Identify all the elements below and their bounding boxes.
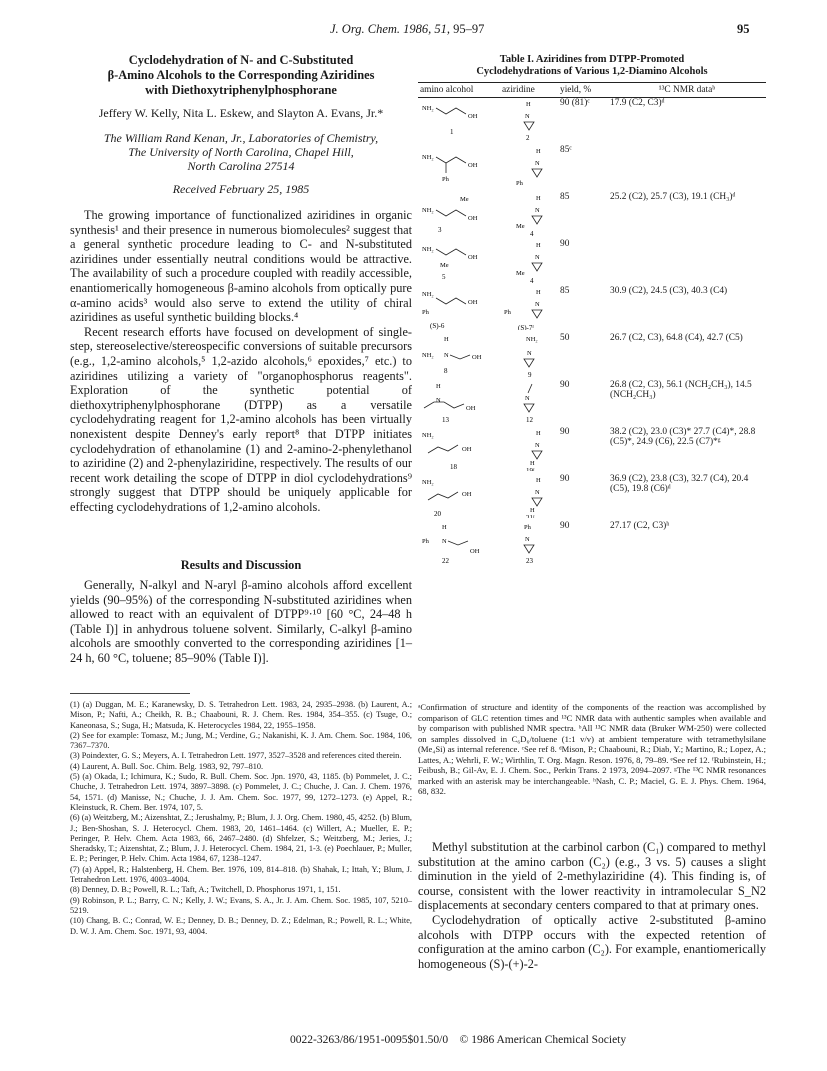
atom-label: H [536, 148, 541, 155]
atom-label: H [536, 195, 541, 202]
atom-label: Me [440, 262, 449, 269]
amino-alcohol-structure [420, 145, 498, 189]
column-header: ¹³C NMR dataᵇ [608, 83, 766, 98]
aziridine-structure [502, 427, 556, 471]
compound-number: 19ᶠ [526, 467, 535, 471]
atom-label: N [535, 489, 540, 496]
table-row [418, 521, 766, 568]
table-row [418, 380, 766, 427]
atom-label: N [535, 254, 540, 261]
compound-number: 22 [442, 557, 449, 565]
results-paragraph: Generally, N-alkyl and N-aryl β-amino alcohols afford excellent yields (90–95%) of the corresponding N-substituted aziridines when allowed to react with an equivalent of DTPP⁹·¹⁰ [60 °C, 24–48 h (Table I)] in anhydrous toluene solvent. Similarly, C-alkyl β-amino alcohols are smoothly converted to the corresponding aziridines [1–24 h, 60 °C, toluene; 85–90% (Table I)]. [70, 578, 412, 665]
authors: Jeffery W. Kelly, Nita L. Eskew, and Slayton A. Evans, Jr.* [98, 106, 384, 120]
atom-label: Ph [524, 524, 531, 531]
introduction [70, 208, 412, 514]
atom-label: NH₂ [422, 432, 434, 439]
atom-label: OH [470, 548, 480, 555]
atom-label: H [530, 507, 535, 514]
atom-label: NH₂ [422, 291, 434, 298]
yield-cell: 50 [560, 333, 570, 343]
reference-item: (8) Denney, D. B.; Powell, R. L.; Taft, A.; Twitchell, D. Phosphorus 1971, 1, 151. [70, 885, 341, 895]
nmr-cell: 27.17 (C2, C3)ʰ [610, 521, 670, 531]
compound-number: 20 [434, 510, 441, 518]
atom-label: Me [516, 223, 525, 230]
body-paragraph: Cyclodehydration of optically active 2-substituted β-amino alcohols with DTPP occurs with the expected retention of configuration at the amino carbon (C₂). For example, enantiomerically homogeneous (S)-(+)-2- [418, 912, 766, 971]
atom-label: H [536, 289, 541, 296]
atom-label: Ph [422, 538, 429, 545]
compound-number: 3 [438, 226, 442, 234]
atom-label: Ph [516, 180, 523, 187]
table-row [418, 239, 766, 286]
amino-alcohol-structure [420, 98, 498, 144]
yield-cell: 85 [560, 192, 570, 202]
atom-label: N [525, 536, 530, 543]
aziridine-structure [502, 286, 556, 330]
atom-label: H [536, 242, 541, 249]
aziridine-structure [502, 474, 556, 518]
atom-label: OH [466, 405, 476, 412]
atom-label: OH [468, 215, 478, 222]
received-date: Received February 25, 1985 [172, 182, 310, 196]
structure-drawing [420, 98, 498, 142]
column-header: aziridine [500, 83, 558, 98]
compound-number: 4 [530, 277, 534, 283]
table-row [418, 474, 766, 521]
compound-number: (S)-7ᶠ [518, 324, 534, 330]
compound-number: 8 [444, 367, 448, 375]
atom-label: Ph [504, 309, 511, 316]
atom-label: N [525, 113, 530, 120]
nmr-cell: 30.9 (C2), 24.5 (C3), 40.3 (C4) [610, 286, 728, 296]
table-footnotes: ᵃConfirmation of structure and identity of the components of the reaction was accomplished by comparison of GLC retention times and ¹³C NMR data with authentic samples when available and by comparison with published NMR spectra. ᵇAll ¹³C NMR data (Bruker WM-250) were collected on samples dissolved in C₆D₆/toluene (1:1 v/v) at ambient temperature with tetramethylsilane (Me₄Si) as internal reference. ᶜSee ref 8. ᵈMison, P.; Chaabouni, R.; Diab, Y.; Martino, R.; Lopez, A.; Lattes, A.; Wehrli, F. W.; Wirthlin, T. Org. Magn. Reson. 1976, 8, 79–89. ᵉSee ref 12. ᶠRubinstein, H.; Feibush, B.; Gil-Av, E. J. Chem. Soc., Perkin Trans. 2 1973, 2094–2097. ᵍThe ¹³C NMR resonances marked with an asterisk may be interchangeable. ʰNash, C. P.; Maciel, G. E. J. Phys. Chem. 1964, 68, 832. [418, 702, 766, 796]
compound-number: 12 [526, 416, 533, 424]
reference-item: (7) (a) Appel, R.; Halstenberg, H. Chem. Ber. 1976, 109, 814–818. (b) Shahak, I.; Ittah, Y.; Blum, J. Tetrahedron Lett. 1976, 4003–4004. [70, 864, 412, 885]
atom-label: OH [468, 113, 478, 120]
table-row [418, 427, 766, 474]
atom-label: OH [468, 254, 478, 261]
column-header: yield, % [558, 83, 608, 98]
atom-label: N [535, 160, 540, 167]
article-code: 0022-3263/86/1951-0095$01.50/0 [290, 1034, 449, 1046]
table-row [418, 286, 766, 333]
atom-label: H [536, 430, 541, 437]
body-paragraph: Methyl substitution at the carbinol carbon (C₁) compared to methyl substitution at the amino carbon (C₂) (e.g., 3 vs. 5) causes a slight diminution in the yield of 2-methylaziridine (4). This finding is, of course, consistent with the lower reactivity in intramolecular S_N2 displacements at secondary centers compared to that at primary ones. [418, 840, 766, 913]
yield-cell: 90 [560, 239, 570, 249]
intro-paragraph: The growing importance of functionalized aziridines in organic synthesis¹ and their presence in numerous biomolecules² suggest that a general synthetic procedure leading to C- and N-substituted aziridines under essentially neutral conditions would be attractive. The availability of such a procedure coupled with readily accessible, enantiomerically homogeneous β-amino alcohols from optically pure α-amino acids³ would also serve to extend the utility of chiral aziridines as useful synthetic building blocks.⁴ [70, 208, 412, 325]
amino-alcohol-structure [420, 521, 498, 565]
atom-label: NH₂ [422, 352, 434, 359]
amino-alcohol-structure [420, 239, 498, 283]
reference-item: (4) Laurent, A. Bull. Soc. Chim. Belg. 1983, 92, 797–810. [70, 761, 264, 771]
copyright: © 1986 American Chemical Society [459, 1034, 627, 1046]
yield-cell: 85ᶜ [560, 145, 572, 155]
aziridine-structure [502, 380, 556, 424]
atom-label: NH₂ [422, 479, 434, 486]
aziridine-structure [502, 98, 556, 142]
article-title: Cyclodehydration of N- and C-Substituted β-Amino Alcohols to the Corresponding Aziridines with Diethoxytriphenylphosphorane [107, 53, 375, 97]
table-row [418, 333, 766, 380]
atom-label: N [436, 397, 441, 404]
nmr-cell: 25.2 (C2), 25.7 (C3), 19.1 (CH₃)ᵈ [610, 192, 736, 202]
page-footer [290, 1034, 626, 1046]
atom-label: NH₂ [422, 207, 434, 214]
atom-label: Me [516, 270, 525, 277]
yield-cell: 85 [560, 286, 570, 296]
yield-cell: 90 (81)ᶜ [560, 98, 590, 108]
references [70, 700, 412, 937]
aziridine-structure [502, 521, 556, 565]
right-column-text [418, 840, 766, 971]
atom-label: N [442, 538, 447, 545]
nmr-cell [608, 145, 766, 192]
aziridine-structure [502, 145, 556, 189]
atom-label: N [527, 350, 532, 357]
results-text [70, 578, 412, 666]
amino-alcohol-structure [420, 474, 498, 518]
column-header: amino alcohol [418, 83, 500, 98]
atom-label: OH [468, 162, 478, 169]
atom-label: N [535, 442, 540, 449]
atom-label: NH₂ [422, 154, 434, 161]
yield-cell: 90 [560, 427, 570, 437]
compound-number: (S)-6 [430, 322, 445, 330]
atom-label: Ph [442, 176, 449, 183]
compound-number: 21ᶠ [526, 514, 535, 518]
reference-item: (5) (a) Okada, I.; Ichimura, K.; Sudo, R. Bull. Chem. Soc. Jpn. 1970, 43, 1185. (b) Pommelet, J. C.; Chuche, J. Tetrahedron Lett. 1974, 3897–3898. (c) Pommelet, J. C.; Chuche, J. Can. J. Chem. 1976, 54, 1571. (d) Manisse, N.; Chuche, J. J. Am. Chem. Soc. 1977, 99, 1272–1273. (e) Appel, R.; Kleinstuck, R. Chem. Ber. 1974, 107, 5. [70, 772, 412, 812]
amino-alcohol-structure [420, 427, 498, 471]
compound-number: 23 [526, 557, 533, 565]
atom-label: H [442, 524, 447, 531]
nmr-cell [608, 239, 766, 286]
journal-citation: J. Org. Chem. 1986, 51, 95–97 [330, 22, 485, 36]
reference-item: (2) See for example: Tomasz, M.; Jung, M.; Verdine, G.; Nakanishi, K. J. Am. Chem. Soc. 1984, 106, 7367–7370. [70, 730, 412, 751]
atom-label: H [436, 383, 441, 390]
atom-label: N [535, 207, 540, 214]
affiliation: The William Rand Kenan, Jr., Laboratories of Chemistry, The University of North Carolina, Chapel Hill, North Carolina 27514 [103, 131, 379, 173]
reference-item: (6) (a) Weitzberg, M.; Aizenshtat, Z.; Jerushalmy, P.; Blum, J. J. Org. Chem. 1980, 45, 4252. (b) Blum, J.; Ben-Shoshan, S. J. Heterocycl. Chem. 1983, 20, 1461–1464. (c) Willert, A.; Mueller, E. P.; Peringer, P. Helv. Chem. Acta 1983, 66, 2467–2480. (d) Shfelzer, S.; Weitzberg, M.; Jeries, J.; Sheradsky, T.; Aizenshtat, Z.; Blum, J. J. Heterocycl. Chem. 1984, 21, 1-3. (e) Poechlauer, P.; Muller, E. P.; Peringer, P. Helv. Chim. Acta 1984, 67, 1238–1247. [70, 813, 412, 864]
nmr-cell: 17.9 (C2, C3)ᵈ [610, 98, 665, 108]
table-row [418, 98, 766, 146]
yield-cell: 90 [560, 521, 570, 531]
atom-label: H [444, 336, 449, 343]
atom-label: H [526, 101, 531, 108]
amino-alcohol-structure [420, 333, 498, 377]
reference-item: (1) (a) Duggan, M. E.; Karanewsky, D. S. Tetrahedron Lett. 1983, 24, 2935–2938. (b) Laurent, A.; Mison, P.; Nafti, A.; Cheikh, R. B.; Chaabouni, R. J. Chem. Res. 1984, 354–355. (c) Tsuge, O.; Kaneonasa, S.; Suga, H.; Matsuda, K. Heterocycles 1984, 22, 1955–1958. [70, 700, 412, 730]
table-row [418, 192, 766, 239]
table-title: Table I. Aziridines from DTPP-Promoted Cyclodehydrations of Various 1,2-Diamino Alcohols [476, 54, 708, 77]
atom-label: Me [460, 196, 469, 203]
atom-label: N [525, 395, 530, 402]
footnote-divider [70, 693, 190, 694]
reference-item: (3) Poindexter, G. S.; Meyers, A. I. Tetrahedron Lett. 1977, 3527–3528 and references cited therein. [70, 751, 402, 761]
aziridine-structure [502, 333, 556, 377]
amino-alcohol-structure [420, 380, 498, 424]
section-heading: Results and Discussion [180, 558, 302, 572]
atom-label: N [444, 352, 449, 359]
reference-item: (10) Chang, B. C.; Conrad, W. E.; Denney, D. B.; Denney, D. Z.; Edelman, R.; Powell, R. L.; White, D. W. J. Am. Chem. Soc. 1971, 93, 4004. [70, 916, 412, 936]
atom-label: H [530, 460, 535, 467]
intro-paragraph: Recent research efforts have focused on development of single-step, stereoselective/stereospecific conversions of suitable precursors (e.g., 1,2-amino alcohols,⁵ 1,2-azido alcohols,⁶ epoxides,⁷ etc.) to aziridines utilizing a variety of "organophosphorus reagents". Exploration of the synthetic potential of diethoxytriphenylphosphorane (DTPP) as a versatile cyclodehydrating reagent for 1,2-amino alcohols has been virtually nonexistent despite Denney's early report⁸ that DTPP initiates cyclodehydration of ethanolamine (1) and 2-amino-2-phenylethanol to aziridine (2) and 2-phenylaziridine, respectively. The results of our recent work detailing the scope of DTPP in diol cyclodehydrations⁹ strongly suggest that DTPP should be uniquely applicable for effecting cyclodehydrations of 1,2-amino alcohols. [70, 324, 412, 514]
compound-number: 18 [450, 463, 457, 471]
atom-label: OH [472, 354, 482, 361]
yield-cell: 90 [560, 474, 570, 484]
table-row [418, 145, 766, 192]
compound-number: 1 [450, 128, 454, 136]
aziridine-structure [502, 192, 556, 236]
compound-number: 5 [442, 273, 446, 281]
aziridine-structure [502, 239, 556, 283]
nmr-cell: 26.7 (C2, C3), 64.8 (C4), 42.7 (C5) [610, 333, 743, 343]
atom-label: NH₂ [422, 246, 434, 253]
atom-label: NH₂ [422, 105, 434, 112]
nmr-cell: 38.2 (C2), 23.0 (C3)* 27.7 (C4)*, 28.8 (C5)*, 24.9 (C6), 22.5 (C7)*ᵍ [610, 427, 756, 447]
nmr-cell: 36.9 (C2), 23.8 (C3), 32.7 (C4), 20.4 (C5), 19.8 (C6)ᵈ [610, 474, 749, 494]
atom-label: OH [468, 299, 478, 306]
table-i [418, 82, 766, 568]
yield-cell: 90 [560, 380, 570, 390]
atom-label: N [535, 301, 540, 308]
compound-number: 4 [530, 230, 534, 236]
amino-alcohol-structure [420, 286, 498, 330]
compound-number: 9 [528, 371, 532, 377]
atom-label: OH [462, 446, 472, 453]
atom-label: H [536, 477, 541, 484]
compound-number: 2 [526, 134, 530, 142]
nmr-cell: 26.8 (C2, C3), 56.1 (NCH₂CH₃), 14.5 (NCH₂CH₃) [610, 380, 752, 400]
atom-label: OH [462, 491, 472, 498]
atom-label: Ph [422, 309, 429, 316]
page-number: 95 [737, 22, 750, 36]
atom-label: NH₂ [526, 336, 538, 343]
reference-item: (9) Robinson, P. L.; Barry, C. N.; Kelly, J. W.; Evans, S. A., Jr. J. Am. Chem. Soc. 1985, 107, 5210–5219. [70, 895, 412, 915]
compound-number: 13 [442, 416, 449, 424]
amino-alcohol-structure [420, 192, 498, 236]
